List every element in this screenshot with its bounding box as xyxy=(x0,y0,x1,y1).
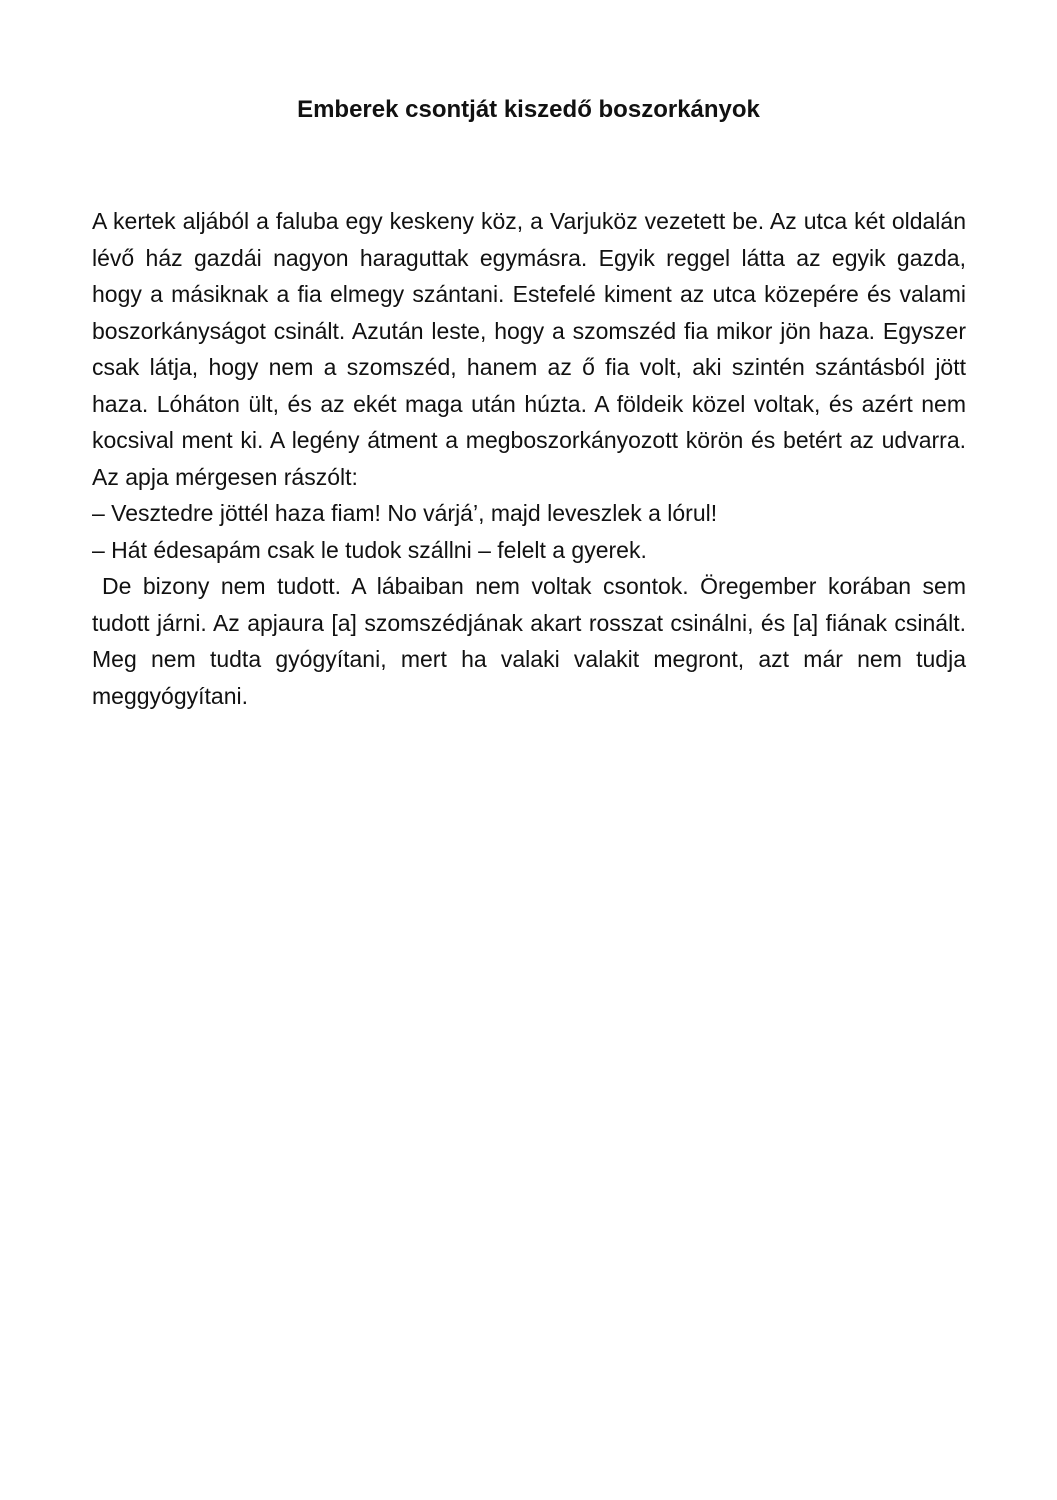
paragraph-1: A kertek aljából a faluba egy keskeny köz, a Varjuköz vezetett be. Az utca két oldalán lévő ház gazdái nagyon haraguttak egymásra. Egyik reggel látta az egyik gazda, hogy a másiknak a fia elmegy szántani. Estefelé kiment az utca közepére és valami boszorkányságot csinált. Azután leste, hogy a szomszéd fia mikor jön haza. Egyszer csak látja, hogy nem a szomszéd, hanem az ő fia volt, aki szintén szántásból jött haza. Lóháton ült, és az ekét maga után húzta. A földeik közel voltak, és azért nem kocsival ment ki. A legény átment a megboszorkányozott körön és betért az udvarra. Az apja mérgesen rászólt: xyxy=(92,208,966,490)
dialogue-line-2: – Hát édesapám csak le tudok szállni – felelt a gyerek. xyxy=(92,536,647,563)
document-body xyxy=(92,203,966,714)
dialogue-line-1: – Vesztedre jöttél haza fiam! No várjá’, majd leveszlek a lórul! xyxy=(92,500,718,526)
document-title: Emberek csontját kiszedő boszorkányok xyxy=(297,96,760,123)
paragraph-2: De bizony nem tudott. A lábaiban nem voltak csontok. Öregember korában sem tudott járni. Az apjaura [a] szomszédjának akart rosszat csinálni, és [a] fiának csinált. Meg nem tudta gyógyítani, mert ha valaki valakit megront, azt már nem tudja meggyógyítani. xyxy=(92,573,966,709)
